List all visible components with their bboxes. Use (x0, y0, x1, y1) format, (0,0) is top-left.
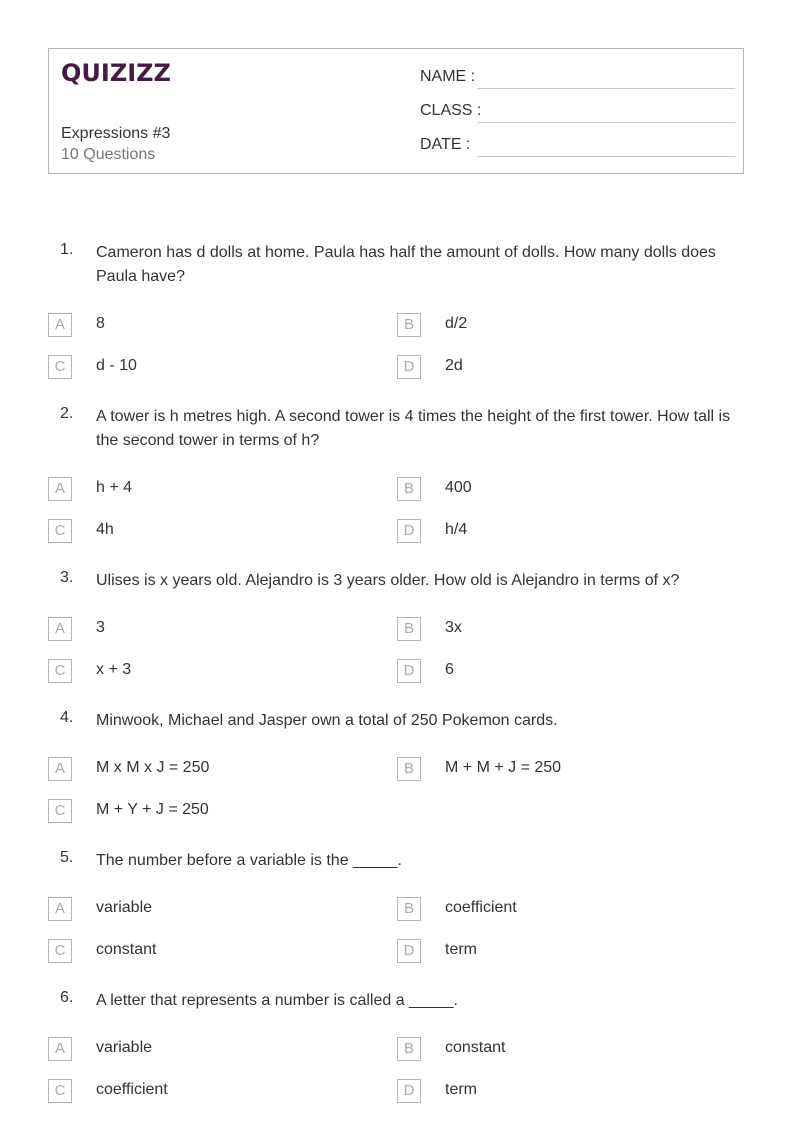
date-line[interactable] (477, 156, 735, 157)
option-text: 4h (96, 521, 114, 538)
name-label: NAME : (420, 68, 476, 85)
option-letter-box: B (397, 1037, 421, 1061)
option-letter-box: A (48, 313, 72, 337)
question-number: 2. (60, 405, 74, 422)
option-letter-box: D (397, 1079, 421, 1103)
option-text: M + M + J = 250 (445, 759, 562, 776)
question-text: A letter that represents a number is called a _____. (96, 992, 458, 1009)
option-text: 6 (445, 661, 454, 678)
question-number: 3. (60, 569, 74, 586)
option-letter-box: C (48, 939, 72, 963)
option-text: 3 (96, 619, 105, 636)
option-text: h + 4 (96, 479, 133, 496)
question-text: A tower is h metres high. A second tower is 4 times the height of the first tower. How tall is the second tower in terms of h? (96, 408, 731, 449)
option-letter-box: D (397, 519, 421, 543)
option-letter-box: B (397, 897, 421, 921)
option-letter-box: A (48, 757, 72, 781)
option-letter-box: A (48, 477, 72, 501)
date-field[interactable] (420, 136, 735, 160)
option-text: constant (96, 941, 157, 958)
option-letter-box: D (397, 659, 421, 683)
option-letter-box: C (48, 799, 72, 823)
class-field[interactable] (420, 102, 735, 126)
date-label: DATE : (420, 136, 471, 153)
option-text: variable (96, 1039, 153, 1056)
option-letter-box: B (397, 477, 421, 501)
option-letter-box: B (397, 757, 421, 781)
question-number: 6. (60, 989, 74, 1006)
option-letter-box: D (397, 355, 421, 379)
question-count: 10 Questions (61, 146, 156, 163)
option-letter-box: A (48, 897, 72, 921)
option-letter-box: A (48, 617, 72, 641)
option-letter-box: D (397, 939, 421, 963)
option-text: coefficient (96, 1081, 168, 1098)
worksheet-header (48, 48, 744, 174)
question-text: Ulises is x years old. Alejandro is 3 years older. How old is Alejandro in terms of x? (96, 572, 680, 589)
option-text: M x M x J = 250 (96, 759, 210, 776)
question-text: Minwook, Michael and Jasper own a total of 250 Pokemon cards. (96, 712, 558, 729)
question-text: The number before a variable is the _____. (96, 852, 402, 869)
option-text: 2d (445, 357, 463, 374)
question-text: Cameron has d dolls at home. Paula has half the amount of dolls. How many dolls does Paula have? (96, 244, 716, 285)
option-text: 8 (96, 315, 105, 332)
question-number: 4. (60, 709, 74, 726)
option-text: h/4 (445, 521, 468, 538)
option-text: x + 3 (96, 661, 132, 678)
option-text: d/2 (445, 315, 468, 332)
worksheet-title: Expressions #3 (61, 125, 171, 142)
class-label: CLASS : (420, 102, 482, 119)
option-letter-box: C (48, 659, 72, 683)
option-text: 3x (445, 619, 462, 636)
option-text: variable (96, 899, 153, 916)
option-text: constant (445, 1039, 506, 1056)
option-letter-box: C (48, 1079, 72, 1103)
option-text: M + Y + J = 250 (96, 801, 209, 818)
option-letter-box: C (48, 355, 72, 379)
option-letter-box: B (397, 617, 421, 641)
option-text: coefficient (445, 899, 517, 916)
option-text: term (445, 1081, 477, 1098)
quizizz-logo: QUIZIZZ (61, 59, 171, 87)
question-number: 5. (60, 849, 74, 866)
class-line[interactable] (477, 122, 735, 123)
option-letter-box: A (48, 1037, 72, 1061)
option-text: d - 10 (96, 357, 137, 374)
option-text: term (445, 941, 477, 958)
option-text: 400 (445, 479, 472, 496)
option-letter-box: B (397, 313, 421, 337)
name-line[interactable] (477, 88, 735, 89)
name-field[interactable] (420, 68, 735, 92)
option-letter-box: C (48, 519, 72, 543)
question-number: 1. (60, 241, 74, 258)
